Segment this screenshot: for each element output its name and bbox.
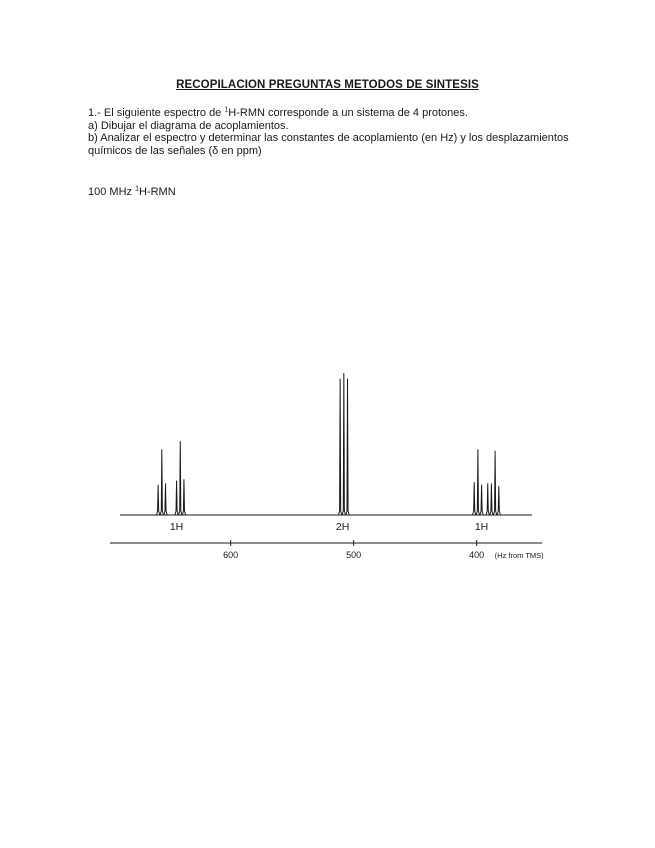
spectrum-peak xyxy=(490,484,493,515)
integration-label: 1H xyxy=(474,521,489,533)
spectrum-label-sup: 1 xyxy=(135,185,139,193)
spectrum-peak xyxy=(486,484,489,515)
question-block xyxy=(88,107,588,157)
x-tick-label: 600 xyxy=(223,550,239,560)
spectrum-peak xyxy=(164,484,167,515)
nmr-spectrum-svg xyxy=(100,360,560,580)
superscript-isotope: 1 xyxy=(224,106,229,114)
spectrum-peak xyxy=(175,481,178,515)
spectrum-label xyxy=(88,186,176,198)
integration-label: 2H xyxy=(335,521,350,533)
nmr-spectrum xyxy=(100,360,560,580)
integration-label: 1H xyxy=(169,521,184,533)
spectrum-peak xyxy=(476,450,479,515)
x-axis-unit-label: (Hz from TMS) xyxy=(494,551,544,560)
spectrum-peak xyxy=(338,379,341,515)
x-tick-label: 500 xyxy=(346,550,362,560)
question-text-post: H-RMN corresponde a un sistema de 4 protones. xyxy=(228,107,468,119)
spectrum-peak xyxy=(182,480,185,515)
spectrum-peak xyxy=(480,485,483,515)
question-item-a: a) Dibujar el diagrama de acoplamientos. xyxy=(88,119,289,132)
question-statement xyxy=(88,107,588,120)
spectrum-peak xyxy=(497,486,500,515)
x-tick-label: 400 xyxy=(469,550,485,560)
spectrum-peak xyxy=(473,482,476,515)
question-item-b: b) Analizar el espectro y determinar las constantes de acoplamiento (en Hz) y los desplazamientos químicos de las señales (δ en ppm) xyxy=(88,132,569,157)
spectrum-label-post: H-RMN xyxy=(138,186,176,198)
spectrum-peak xyxy=(493,451,496,515)
page-title: RECOPILACION PREGUNTAS METODOS DE SINTESIS xyxy=(176,79,479,91)
spectrum-label-pre: 100 MHz xyxy=(88,186,136,198)
spectrum-peak xyxy=(160,450,163,515)
spectrum-peak xyxy=(342,374,345,515)
spectrum-peak xyxy=(346,379,349,515)
spectrum-peak xyxy=(179,442,182,515)
spectrum-peak xyxy=(156,485,159,515)
question-text-pre: 1.- El siguiente espectro de xyxy=(88,107,225,119)
